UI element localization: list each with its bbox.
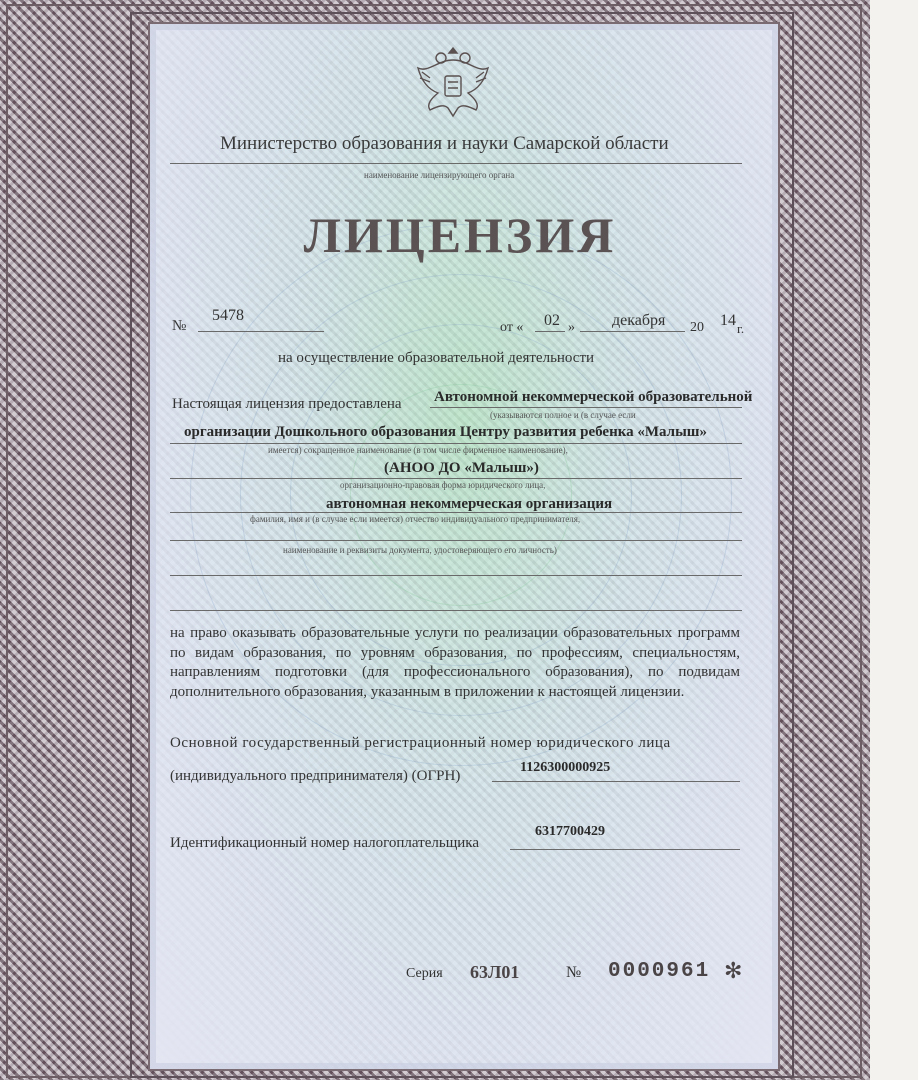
blank-line [170,540,742,541]
inn-label: Идентификационный номер налогоплательщика [170,835,480,851]
authority-underline [170,163,742,164]
series-value: 63Л01 [470,962,520,982]
org-legal-form: автономная некоммерческая организация [326,496,613,512]
license-number-underline [198,331,324,332]
inn-value: 6317700429 [535,824,605,839]
year-abbr: г. [737,321,745,336]
blank-line [170,610,742,611]
granted-label: Настоящая лицензия предоставлена [172,396,402,412]
org-hint3: организационно-правовая форма юридического лица, [340,480,546,490]
form-number: 0000961 [608,960,711,983]
ogrn-label-line1: Основной государственный регистрационный номер юридического лица [170,735,671,751]
license-purpose: на осуществление образовательной деятельности [278,350,595,366]
document-title: ЛИЦЕНЗИЯ [303,207,617,263]
day-close-quote: » [568,320,575,335]
org-name-line2: организации Дошкольного образования Центру развития ребенка «Малыш» [184,424,707,440]
license-number: 5478 [212,307,244,324]
license-month: декабря [612,312,666,329]
date-from-label: от « [500,320,524,335]
org-line4-underline [170,512,742,513]
org-hint5: наименование и реквизиты документа, удостоверяющего его личность) [283,545,557,555]
org-line3-underline [170,478,742,479]
org-hint2: имеется) сокращенное наименование (в том числе фирменное наименование), [268,445,568,455]
license-number-label: № [172,318,187,334]
rights-paragraph: на право оказывать образовательные услуги по реализации образовательных программ по видам образования, по уровням образования, по профессиям, специальностям, направлениям подготовки (для профессионального образования), по подвидам дополнительного образования, указанным в приложении к настоящей лицензии. [170,625,740,700]
asterisk-mark: ✻ [724,958,743,983]
org-line1-underline [430,407,742,408]
ogrn-value: 1126300000925 [520,760,611,775]
year-suffix: 14 [720,312,736,329]
ogrn-label-line2: (индивидуального предпринимателя) (ОГРН) [170,768,461,784]
org-hint1: (указываются полное и (в случае если [490,410,636,420]
day-underline [535,331,565,332]
authority-caption: наименование лицензирующего органа [364,170,515,180]
coat-of-arms-icon [408,38,498,128]
ogrn-underline [492,781,740,782]
inn-underline [510,849,740,850]
license-day: 02 [544,312,560,329]
org-line2-underline [170,443,742,444]
year-prefix: 20 [690,320,704,335]
org-hint4: фамилия, имя и (в случае если имеется) отчество индивидуального предпринимателя, [250,514,581,524]
series-number-label: № [566,964,582,981]
blank-line [170,575,742,576]
org-short-name: (АНОО ДО «Малыш») [384,460,539,476]
month-underline [580,331,685,332]
series-label: Серия [406,966,443,981]
org-name-line1: Автономной некоммерческой образовательной [434,389,753,405]
licensing-authority: Министерство образования и науки Самарской области [220,133,669,154]
